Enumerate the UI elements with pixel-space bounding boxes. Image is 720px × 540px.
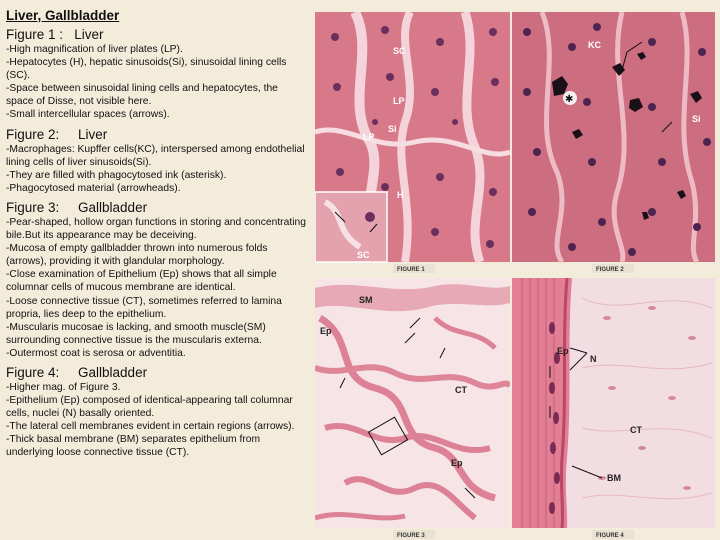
page-title: Liver, Gallbladder: [6, 8, 120, 23]
label-si: Si: [388, 124, 397, 134]
label-ep: Ep: [320, 326, 332, 336]
label-h: H: [397, 190, 404, 200]
bullet-line: -Hepatocytes (H), hepatic sinusoids(Si), sinusoidal lining cells (SC).: [6, 57, 287, 82]
label-sm: SM: [359, 295, 373, 305]
figure-2-heading: Figure 2: Liver: [6, 126, 108, 142]
bullet-line: -High magnification of liver plates (LP).: [6, 44, 183, 55]
label-ct: CT: [630, 425, 642, 435]
bullet-line: -Thick basal membrane (BM) separates epithelium from underlying loose connective tissue (CT).: [6, 434, 261, 459]
figure-3-caption: FIGURE 3: [397, 533, 425, 539]
figure-1-micrograph: [315, 12, 510, 274]
bullet-line: -Mucosa of empty gallbladder thrown into numerous folds (arrows), providing it with glandular morphology.: [6, 243, 268, 268]
bullet-line: -Outermost coat is serosa or adventitia.: [6, 347, 186, 359]
figure-1-heading: Figure 1 : Liver: [6, 27, 104, 42]
figure-3-heading: Figure 3: Gallbladder: [6, 199, 148, 215]
figure-4-description: [6, 381, 306, 460]
label-ep: Ep: [557, 346, 569, 356]
figure-1-description: [6, 43, 306, 122]
bullet-line: -The lateral cell membranes evident in certain regions (arrows).: [6, 421, 295, 433]
label-ct: CT: [455, 385, 467, 395]
label-lp: LP: [393, 96, 405, 106]
bullet-line: -Phagocytosed material (arrowheads).: [6, 182, 181, 194]
bullet-line: -Loose connective tissue (CT), sometimes referred to lamina propria, lies deep to the epithelium.: [6, 295, 282, 320]
bullet-line: -They are filled with phagocytosed ink (asterisk).: [6, 169, 227, 181]
figure-2-caption: FIGURE 2: [596, 267, 624, 273]
label-si: Si: [692, 114, 701, 124]
label-sc: SC: [357, 250, 370, 260]
bullet-line: -Small intercellular spaces (arrows).: [6, 109, 170, 121]
label-sc: SC: [393, 46, 406, 56]
asterisk-icon: ✱: [565, 94, 574, 105]
bullet-line: -Close examination of Epithelium (Ep) shows that all simple columnar cells of mucous membrane are identical.: [6, 269, 277, 294]
label-lp: LP: [363, 132, 375, 142]
figure-4-caption: FIGURE 4: [596, 533, 624, 539]
figure-4-heading: Figure 4: Gallbladder: [6, 364, 148, 380]
bullet-line: -Space between sinusoidal lining cells and hepatocytes, the space of Disse, not visible here.: [6, 83, 278, 108]
bullet-line: -Macrophages: Kupffer cells(KC), interspersed among endothelial lining cells of liver sinusoids(Si).: [6, 143, 305, 168]
label-kc: KC: [588, 40, 601, 50]
label-n: N: [590, 354, 597, 364]
figure-3-description: [6, 216, 306, 360]
figure-1-caption: FIGURE 1: [397, 267, 425, 273]
figure-2-micrograph: [512, 12, 715, 274]
bullet-line: -Epithelium (Ep) composed of identical-appearing tall columnar cells, nuclei (N) basally oriented.: [6, 395, 293, 420]
bullet-line: -Muscularis mucosae is lacking, and smooth muscle(SM) surrounding connective tissue is the muscularis externa.: [6, 321, 266, 346]
label-ep: Ep: [451, 458, 463, 468]
figure-2-description: [6, 143, 306, 195]
label-bm: BM: [607, 473, 621, 483]
text-column: [6, 8, 306, 464]
figure-3-micrograph: [315, 278, 510, 540]
bullet-line: -Higher mag. of Figure 3.: [6, 381, 121, 393]
figure-4-micrograph: [512, 278, 715, 540]
bullet-line: -Pear-shaped, hollow organ functions in storing and concentrating bile.But its appearance may be deceiving.: [6, 216, 306, 242]
